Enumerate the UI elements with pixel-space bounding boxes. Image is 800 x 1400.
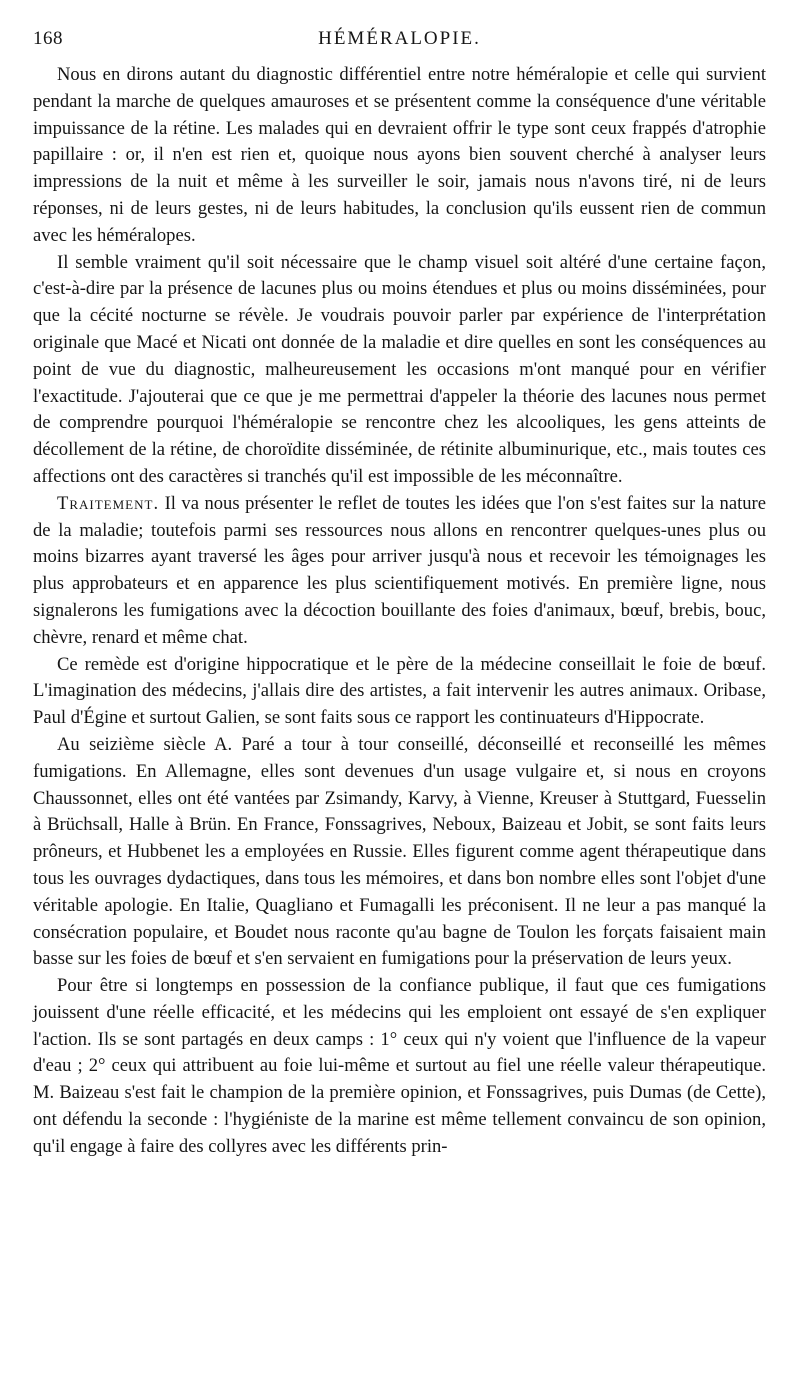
paragraph-traitement-text: Il va nous présenter le reflet de toutes les idées que l'on s'est faites sur la nature de la maladie; toutefois parmi ses ressources nous allons en rencontrer quelques-unes plus ou moins bizarres ayant traversé les âges pour arriver jusqu'à nous et recevoir les témoignages les plus approbateurs et en apparence les plus scientifiquement motivés. En première ligne, nous signalerons les fumigations avec la décoction bouillante des foies d'animaux, bœuf, brebis, bouc, chèvre, renard et même chat. <box>33 492 766 648</box>
paragraph-hippocrate: Ce remède est d'origine hippocratique et le père de la médecine conseillait le foie de bœuf. L'imagination des médecins, j'allais dire des artistes, a fait intervenir les autres animaux. Oribase, Paul d'Égine et surtout Galien, se sont faits sous ce rapport les continuateurs d'Hippocrate. <box>33 653 766 729</box>
paragraph-diagnostic: Nous en dirons autant du diagnostic différentiel entre notre héméralopie et celle qui survient pendant la marche de quelques amauroses et se présentent comme la conséquence d'une véritable impuissance de la rétine. Les malades qui en devraient offrir le type sont ceux frappés d'atrophie papillaire : or, il n'en est rien et, quoique nous ayons bien souvent cherché à analyser leurs impressions de la nuit et même à les surveiller le soir, jamais nous n'avons tiré, ni de leurs réponses, ni de leurs gestes, ni de leurs habitudes, la conclusion qu'ils eussent rien de commun avec les héméralopes. <box>33 64 766 246</box>
paragraph-traitement <box>33 491 766 652</box>
book-page <box>33 28 766 1161</box>
page-header <box>33 28 766 62</box>
paragraph-lacunes: Il semble vraiment qu'il soit nécessaire que le champ visuel soit altéré d'une certaine façon, c'est-à-dire par la présence de lacunes plus ou moins étendues et plus ou moins disséminées, pour que la cécité nocturne se révèle. Je voudrais pouvoir parler par expérience de l'interprétation originale que Macé et Nicati ont donnée de la maladie et dire quelles en sont les conséquences au point de vue du diagnostic, malheureusement les occasions m'ont manqué pour en vérifier l'exactitude. J'ajouterai que ce que je me permettrai d'appeler la théorie des lacunes nous permet de comprendre pourquoi l'héméralopie se rencontre chez les alcooliques, les gens atteints de décollement de la rétine, de choroïdite disséminée, de rétinite albuminurique, etc., mais toutes ces affections ont des caractères si tranchés qu'il est impossible de les méconnaître. <box>33 251 766 487</box>
paragraph-confiance-publique: Pour être si longtemps en possession de la confiance publique, il faut que ces fumigations jouissent d'une réelle efficacité, et les médecins qui les emploient ont essayé de s'en expliquer l'action. Ils se sont partagés en deux camps : 1° ceux qui n'y voient que l'influence de la vapeur d'eau ; 2° ceux qui attribuent au foie lui-même et surtout au fiel une réelle valeur thérapeutique. M. Baizeau s'est fait le champion de la première opinion, et Fonssagrives, puis Dumas (de Cette), ont défendu la seconde : l'hygiéniste de la marine est même tellement convaincu de son opinion, qu'il engage à faire des collyres avec les différents prin- <box>33 975 766 1157</box>
body-text <box>33 62 766 1161</box>
section-heading-traitement: Traitement. <box>57 492 160 514</box>
running-head: HÉMÉRALOPIE. <box>318 28 481 49</box>
paragraph-seizieme-siecle: Au seizième siècle A. Paré a tour à tour conseillé, déconseillé et reconseillé les mêmes fumigations. En Allemagne, elles sont devenues d'un usage vulgaire et, si nous en croyons Chaussonnet, elles ont été vantées par Zsimandy, Karvy, à Vienne, Kreuser à Stuttgard, Fuesselin à Brüchsall, Halle à Brün. En France, Fonssagrives, Neboux, Baizeau et Jobit, se sont faits leurs prôneurs, et Hubbenet les a employées en Russie. Elles figurent comme agent thérapeutique dans tous les ouvrages dydactiques, dans tous les mémoires, et dans bon nombre elles sont l'objet d'une véritable apologie. En Italie, Quagliano et Fumagalli les préconisent. Il ne leur a pas manqué la consécration populaire, et Boudet nous raconte qu'au bagne de Toulon les forçats faisaient main basse sur les foies de bœuf et s'en servaient en fumigations pour la préservation de leurs yeux. <box>33 733 766 970</box>
page-number: 168 <box>33 28 63 49</box>
